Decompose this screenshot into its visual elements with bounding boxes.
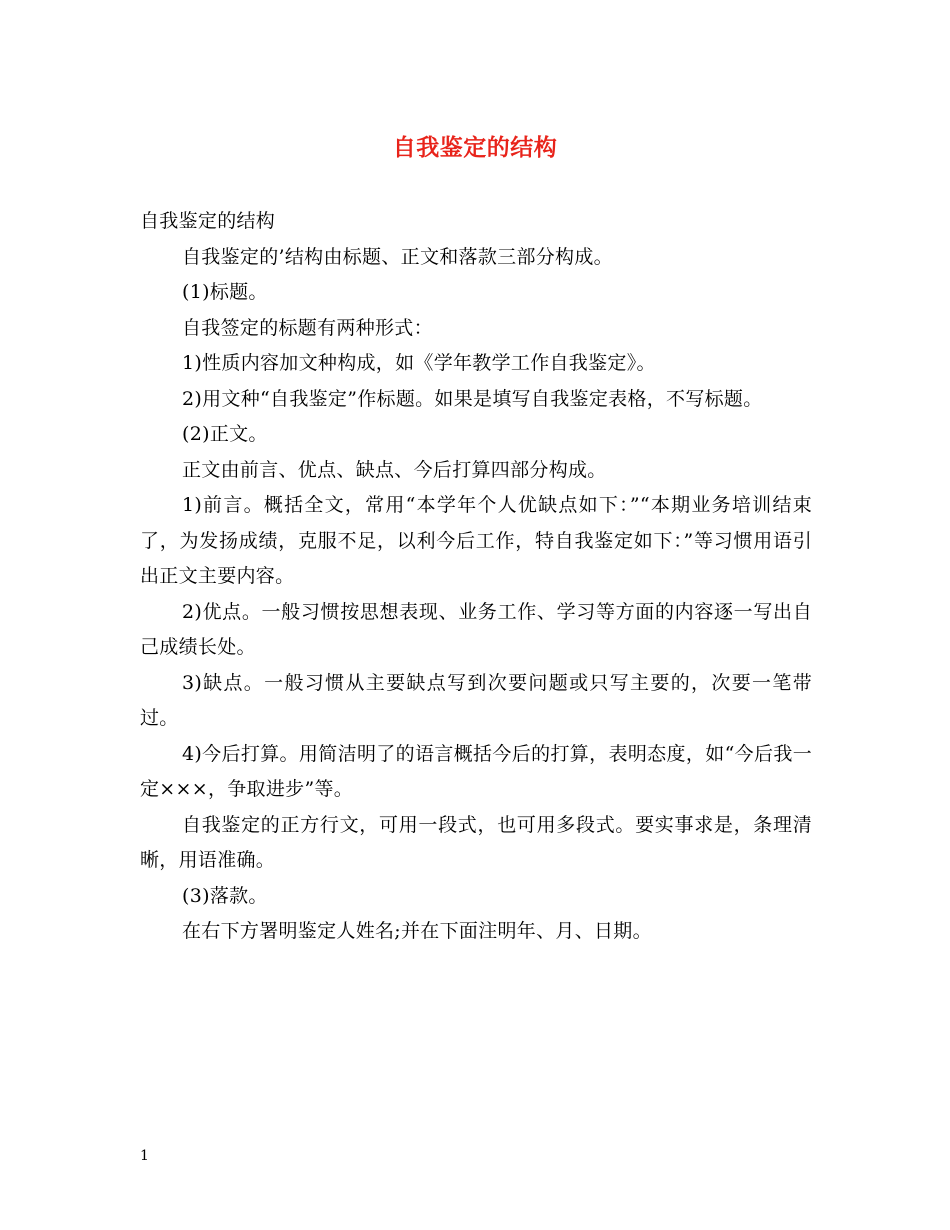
paragraph: (2)正文。 bbox=[182, 423, 268, 445]
paragraph: 1)前言。概括全文，常用“本学年个人优缺点如下：”“本期业务培训结束了，为发扬成绩，克服不足，以利今后工作，特自我鉴定如下：”等习惯用语引出正文主要内容。 bbox=[140, 494, 812, 587]
paragraph: 1)性质内容加文种构成，如《学年教学工作自我鉴定》。 bbox=[182, 352, 656, 374]
document-body bbox=[140, 204, 812, 950]
paragraph: 在右下方署明鉴定人姓名;并在下面注明年、月、日期。 bbox=[182, 920, 652, 942]
page-number: 1 bbox=[140, 1148, 149, 1164]
paragraph: 正文由前言、优点、缺点、今后打算四部分构成。 bbox=[182, 458, 607, 481]
paragraph: 自我鉴定的’结构由标题、正文和落款三部分构成。 bbox=[182, 245, 613, 268]
page-title: 自我鉴定的结构 bbox=[392, 135, 558, 161]
paragraph: 自我签定的标题有两种形式： bbox=[182, 316, 433, 339]
paragraph: (1)标题。 bbox=[182, 281, 268, 303]
paragraph: 自我鉴定的结构 bbox=[140, 210, 276, 232]
paragraph: 自我鉴定的正方行文，可用一段式，也可用多段式。要实事求是，条理清晰，用语准确。 bbox=[140, 813, 812, 871]
paragraph: 2)用文种“自我鉴定”作标题。如果是填写自我鉴定表格，不写标题。 bbox=[182, 387, 763, 410]
paragraph: 2)优点。一般习惯按思想表现、业务工作、学习等方面的内容逐一写出自己成绩长处。 bbox=[140, 600, 812, 658]
paragraph: (3)落款。 bbox=[182, 884, 268, 907]
paragraph: 3)缺点。一般习惯从主要缺点写到次要问题或只写主要的，次要一笔带过。 bbox=[140, 671, 812, 729]
paragraph: 4)今后打算。用简洁明了的语言概括今后的打算，表明态度，如“今后我一定×××，争取进步”等。 bbox=[140, 742, 812, 800]
